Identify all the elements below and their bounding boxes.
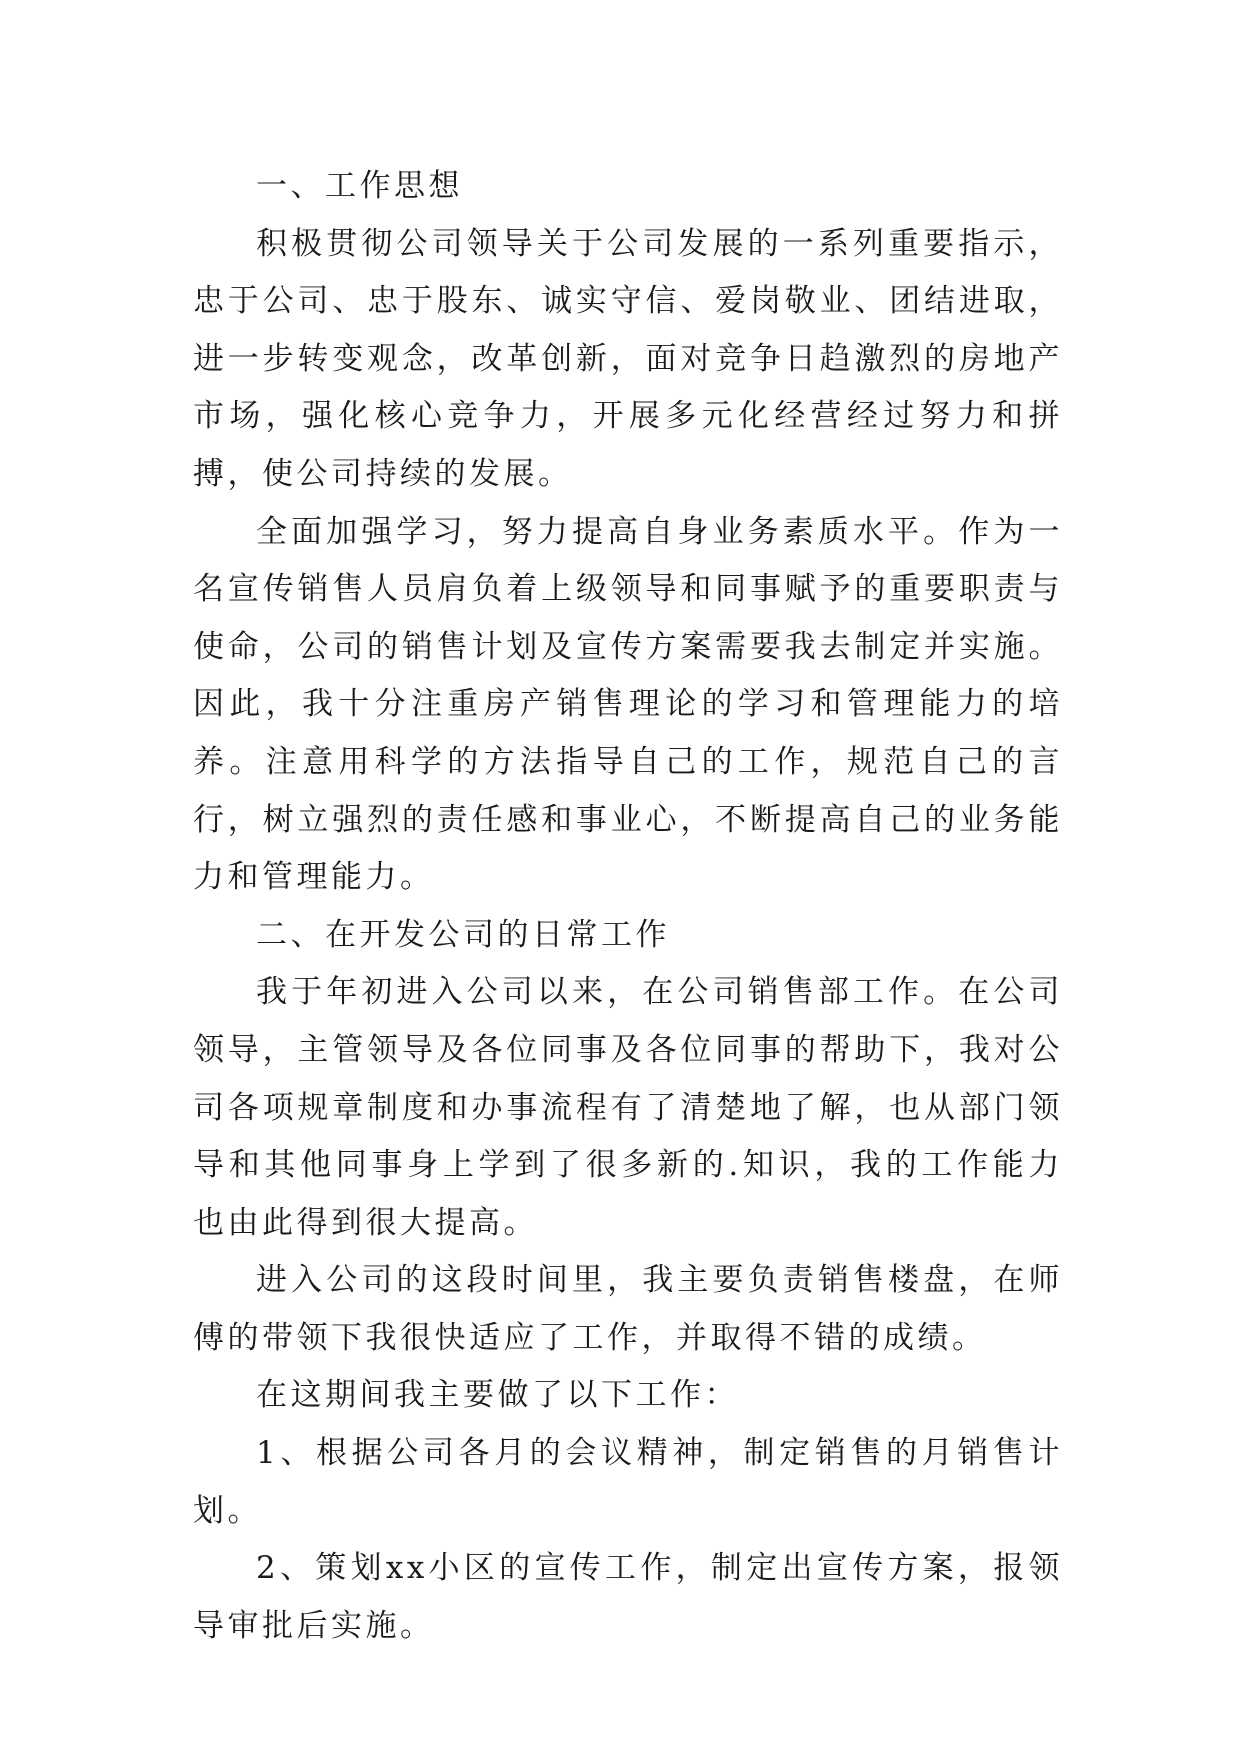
paragraph-sales-responsibility: 进入公司的这段时间里，我主要负责销售楼盘，在师傅的带领下我很快适应了工作，并取得不错的成绩。 [193, 1262, 1063, 1356]
heading-daily-work: 二、在开发公司的日常工作 [256, 916, 670, 953]
list-item-1: 1、根据公司各月的会议精神，制定销售的月销售计划。 [193, 1435, 1063, 1529]
document-body [193, 158, 1063, 1655]
list-item-2: 2、策划xx小区的宣传工作，制定出宣传方案，报领导审批后实施。 [193, 1550, 1063, 1644]
heading-work-thoughts: 一、工作思想 [256, 168, 463, 204]
paragraph-work-list-intro: 在这期间我主要做了以下工作： [256, 1377, 739, 1414]
paragraph-work-thoughts: 积极贯彻公司领导关于公司发展的一系列重要指示，忠于公司、忠于股东、诚实守信、爱岗敬业、团结进取，进一步转变观念，改革创新，面对竞争日趋激烈的房地产市场，强化核心竞争力，开展多元化经营经过努力和拼搏，使公司持续的发展。 [193, 225, 1063, 492]
paragraph-study: 全面加强学习，努力提高自身业务素质水平。作为一名宣传销售人员肩负着上级领导和同事赋予的重要职责与使命，公司的销售计划及宣传方案需要我去制定并实施。因此，我十分注重房产销售理论的学习和管理能力的培养。注意用科学的方法指导自己的工作，规范自己的言行，树立强烈的责任感和事业心，不断提高自己的业务能力和管理能力。 [193, 513, 1063, 896]
paragraph-joined-company: 我于年初进入公司以来，在公司销售部工作。在公司领导，主管领导及各位同事及各位同事的帮助下，我对公司各项规章制度和办事流程有了清楚地了解，也从部门领导和其他同事身上学到了很多新的.知识，我的工作能力也由此得到很大提高。 [193, 974, 1063, 1241]
